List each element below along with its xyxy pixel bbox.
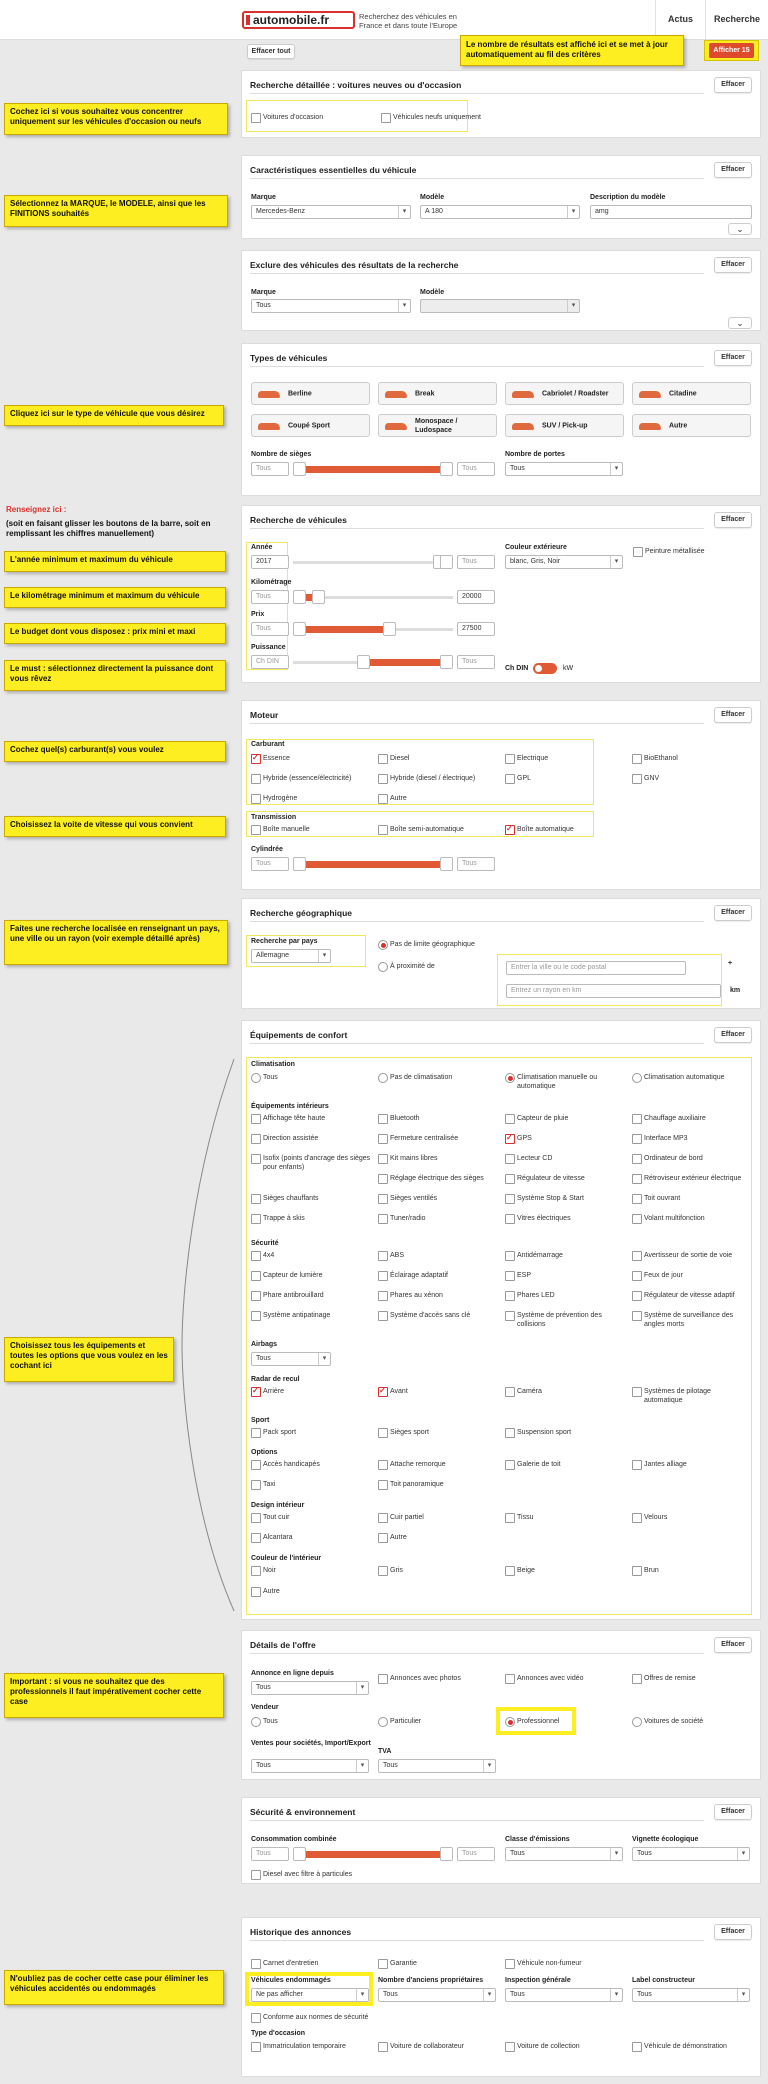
- section-title: Caractéristiques essentielles du véhicule: [250, 165, 417, 175]
- checkbox-essence[interactable]: Essence ✓: [251, 754, 290, 763]
- section-environnement: [241, 1797, 761, 1884]
- type-berline[interactable]: Berline: [251, 382, 370, 405]
- checkbox-int[interactable]: Interface MP3: [632, 1134, 688, 1143]
- km-slider[interactable]: [293, 590, 453, 604]
- sieges-slider[interactable]: [293, 462, 453, 476]
- checkbox-non-fumeur[interactable]: Véhicule non-fumeur: [505, 1959, 582, 1968]
- sieges-label: Nombre de sièges: [251, 451, 312, 458]
- checkbox-design[interactable]: Alcantara: [251, 1533, 293, 1542]
- checkbox-remise[interactable]: Offres de remise: [632, 1674, 696, 1683]
- clear-button[interactable]: Effacer: [714, 350, 752, 366]
- checkbox-int[interactable]: Isofix (points d'ancrage des sièges pour enfants): [251, 1154, 371, 1172]
- section-title: Types de véhicules: [250, 353, 328, 363]
- car-icon: [639, 423, 661, 430]
- checkbox-couleur-int[interactable]: Autre: [251, 1587, 280, 1596]
- checkbox-hybride-essence[interactable]: Hybride (essence/électricité): [251, 774, 351, 783]
- couleur-label: Couleur extérieure: [505, 544, 567, 551]
- carburant-label: Carburant: [251, 741, 285, 748]
- cylindree-slider[interactable]: [293, 857, 453, 871]
- prix-max-input[interactable]: 27500: [457, 622, 495, 636]
- checkbox-int[interactable]: Volant multifonction: [632, 1214, 705, 1223]
- checkbox-type-occasion[interactable]: Voiture de collection: [505, 2042, 580, 2051]
- section-equipements: [241, 1020, 761, 1620]
- label-constructeur-label: Label constructeur: [632, 1977, 696, 1984]
- checkbox-option[interactable]: Toit panoramique: [378, 1480, 444, 1489]
- kw-label: kW: [563, 665, 574, 672]
- checkbox-int[interactable]: Kit mains libres: [378, 1154, 437, 1163]
- checkbox-sec[interactable]: Avertisseur de sortie de voie: [632, 1251, 732, 1260]
- clear-button[interactable]: Effacer: [714, 162, 752, 178]
- inspection-select[interactable]: Tous ▾: [505, 1988, 623, 2002]
- type-suv[interactable]: SUV / Pick-up: [505, 414, 624, 437]
- note-marque: Sélectionnez la MARQUE, le MODELE, ainsi que les FINITIONS souhaités: [4, 195, 228, 227]
- radio-vendeur-tous[interactable]: Tous: [251, 1717, 278, 1726]
- radio-particulier[interactable]: Particulier: [378, 1717, 421, 1726]
- checkbox-option[interactable]: Galerie de toit: [505, 1460, 561, 1469]
- expand-chevron-icon[interactable]: ⌄: [728, 317, 752, 329]
- checkbox-gps[interactable]: GPS ✓: [505, 1134, 532, 1143]
- radio-clim-tous[interactable]: Tous: [251, 1073, 278, 1082]
- radar-label: Radar de recul: [251, 1376, 300, 1383]
- km-unit-label: km: [730, 987, 741, 994]
- annonce-select[interactable]: Tous ▾: [251, 1681, 369, 1695]
- portes-select[interactable]: Tous ▾: [505, 462, 623, 476]
- type-autre[interactable]: Autre: [632, 414, 751, 437]
- checkbox-int[interactable]: Système Stop & Start: [505, 1194, 584, 1203]
- tva-select[interactable]: Tous ▾: [378, 1759, 496, 1773]
- checkbox-sec[interactable]: Régulateur de vitesse adaptif: [632, 1291, 735, 1300]
- checkbox-occasion[interactable]: Voitures d'occasion: [251, 113, 323, 122]
- section-title: Moteur: [250, 710, 279, 720]
- interieur-label: Équipements intérieurs: [251, 1103, 329, 1110]
- checkbox-design[interactable]: Tissu: [505, 1513, 533, 1522]
- note-renseignez-sub: (soit en faisant glisser les boutons de la barre, soit en remplissant les chiffres manuellement): [6, 519, 211, 538]
- checkbox-hybride-diesel[interactable]: Hybride (diesel / électrique): [378, 774, 475, 783]
- couleur-select[interactable]: blanc, Gris, Noir ▾: [505, 555, 623, 569]
- section-offre: [241, 1630, 761, 1780]
- section-title: Exclure des véhicules des résultats de la recherche: [250, 260, 459, 270]
- clear-button[interactable]: Effacer: [714, 77, 752, 93]
- checkbox-option[interactable]: Accès handicapés: [251, 1460, 320, 1469]
- nav-actus[interactable]: Actus: [655, 0, 705, 39]
- type-occasion-label: Type d'occasion: [251, 2030, 306, 2037]
- clear-button[interactable]: Effacer: [714, 512, 752, 528]
- endommages-label: Véhicules endommagés: [251, 1977, 331, 1984]
- vignette-label: Vignette écologique: [632, 1836, 699, 1843]
- checkbox-design[interactable]: Cuir partiel: [378, 1513, 424, 1522]
- exclure-marque-label: Marque: [251, 289, 276, 296]
- section-title: Recherche géographique: [250, 908, 353, 918]
- note-km: Le kilométrage minimum et maximum du véhicule: [4, 587, 226, 608]
- ventes-select[interactable]: Tous ▾: [251, 1759, 369, 1773]
- clear-button[interactable]: Effacer: [714, 1804, 752, 1820]
- highlight-box: [246, 739, 594, 805]
- checkbox-sec[interactable]: Phare antibrouillard: [251, 1291, 324, 1300]
- ville-input[interactable]: Entrer la ville ou le code postal: [506, 961, 686, 975]
- checkbox-sec[interactable]: ABS: [378, 1251, 404, 1260]
- note-annee: L'année minimum et maximum du véhicule: [4, 551, 226, 572]
- checkbox-carnet[interactable]: Carnet d'entretien: [251, 1959, 318, 1968]
- rayon-input[interactable]: Entrez un rayon en km: [506, 984, 721, 998]
- radio-clim-auto[interactable]: Climatisation automatique: [632, 1073, 725, 1082]
- car-icon: [258, 391, 280, 398]
- exclure-modele-label: Modèle: [420, 289, 445, 296]
- radio-proximite[interactable]: À proximité de: [378, 962, 435, 971]
- proprietaires-select[interactable]: Tous ▾: [378, 1988, 496, 2002]
- radio-pas-clim[interactable]: Pas de climatisation: [378, 1073, 452, 1082]
- checkbox-couleur-int[interactable]: Gris: [378, 1566, 403, 1575]
- section-types: [241, 343, 761, 496]
- show-results-button[interactable]: Afficher 15: [709, 43, 754, 58]
- description-label: Description du modèle: [590, 194, 666, 201]
- km-max-input[interactable]: 20000: [457, 590, 495, 604]
- checkbox-boite-manuelle[interactable]: Boîte manuelle: [251, 825, 310, 834]
- km-min-input[interactable]: Tous: [251, 590, 289, 604]
- checkbox-int[interactable]: Sièges ventilés: [378, 1194, 437, 1203]
- sieges-max-input[interactable]: Tous: [457, 462, 495, 476]
- expand-chevron-icon[interactable]: ⌄: [728, 223, 752, 235]
- prix-label: Prix: [251, 611, 265, 618]
- car-icon: [512, 391, 534, 398]
- checkbox-neufs[interactable]: Véhicules neufs uniquement: [381, 113, 481, 122]
- checkbox-option[interactable]: Jantes alliage: [632, 1460, 687, 1469]
- power-unit-toggle[interactable]: [533, 663, 557, 674]
- section-title: Équipements de confort: [250, 1030, 348, 1040]
- checkbox-gpl[interactable]: GPL: [505, 774, 531, 783]
- note-carburant: Cochez quel(s) carburant(s) vous voulez: [4, 741, 226, 762]
- checkbox-int[interactable]: Toit ouvrant: [632, 1194, 680, 1203]
- annonce-label: Annonce en ligne depuis: [251, 1670, 334, 1677]
- tva-label: TVA: [378, 1748, 392, 1755]
- conso-slider[interactable]: [293, 1847, 453, 1861]
- securite-label: Sécurité: [251, 1240, 279, 1247]
- checkbox-boite-auto[interactable]: Boîte automatique ✓: [505, 825, 574, 834]
- marque-select[interactable]: Mercedes-Benz ▾: [251, 205, 411, 219]
- note-puissance: Le must : sélectionnez directement la puissance dont vous rêvez: [4, 660, 226, 691]
- portes-label: Nombre de portes: [505, 451, 565, 458]
- checkbox-int[interactable]: Fermeture centralisée: [378, 1134, 458, 1143]
- note-boite: Choisissez la voite de vitesse qui vous convient: [4, 816, 226, 837]
- note-accident: N'oubliez pas de cocher cette case pour éliminer les véhicules accidentés ou endommagés: [4, 1970, 224, 2005]
- conso-label: Consommation combinée: [251, 1836, 337, 1843]
- section-recherche-vehicules: [241, 505, 761, 683]
- chdin-label: Ch DIN: [505, 665, 529, 672]
- type-cabriolet[interactable]: Cabriolet / Roadster: [505, 382, 624, 405]
- checkbox-option[interactable]: Taxi: [251, 1480, 275, 1489]
- label-constructeur-select[interactable]: Tous ▾: [632, 1988, 750, 2002]
- radio-professionnel[interactable]: Professionnel: [505, 1717, 559, 1726]
- automobile-logo[interactable]: automobile.fr: [242, 11, 355, 29]
- checkbox-design[interactable]: Autre: [378, 1533, 407, 1542]
- note-occasion: Cochez ici si vous souhaitez vous concentrer uniquement sur les véhicules d'occasion ou neufs: [4, 103, 228, 135]
- puissance-min-input[interactable]: Ch DIN: [251, 655, 289, 669]
- checkbox-sec[interactable]: Antidémarrage: [505, 1251, 563, 1260]
- checkbox-int[interactable]: Réglage électrique des sièges: [378, 1174, 484, 1183]
- modele-label: Modèle: [420, 194, 445, 201]
- conso-min-input[interactable]: Tous: [251, 1847, 289, 1861]
- checkbox-int[interactable]: Régulateur de vitesse: [505, 1174, 585, 1183]
- annee-slider[interactable]: [293, 555, 453, 569]
- checkbox-couleur-int[interactable]: Noir: [251, 1566, 276, 1575]
- checkbox-sec[interactable]: Système de prévention des collisions: [505, 1311, 625, 1329]
- checkbox-int[interactable]: Chauffage auxiliaire: [632, 1114, 706, 1123]
- note-geo: Faites une recherche localisée en renseignant un pays, une ville ou un rayon (voir exemple détaillé après): [4, 920, 228, 965]
- section-occasion: [241, 70, 761, 138]
- checkbox-radar-arriere[interactable]: Arrière ✓: [251, 1387, 284, 1396]
- vignette-select[interactable]: Tous ▾: [632, 1847, 750, 1861]
- puissance-label: Puissance: [251, 644, 286, 651]
- checkbox-design[interactable]: Velours: [632, 1513, 667, 1522]
- transmission-label: Transmission: [251, 814, 297, 821]
- checkbox-sec[interactable]: Capteur de lumière: [251, 1271, 323, 1280]
- checkbox-couleur-int[interactable]: Beige: [505, 1566, 535, 1575]
- checkbox-int[interactable]: Sièges chauffants: [251, 1194, 319, 1203]
- note-results: Le nombre de résultats est affiché ici et se met à jour automatiquement au fil des critères: [460, 35, 684, 66]
- checkbox-autre-carburant[interactable]: Autre: [378, 794, 407, 803]
- note-professionnel: Important : si vous ne souhaitez que des professionnels il faut impérativement cocher cette case: [4, 1673, 224, 1718]
- couleur-int-label: Couleur de l'intérieur: [251, 1555, 322, 1562]
- ventes-label: Ventes pour sociétés, Import/Export: [251, 1740, 371, 1747]
- cylindree-min-input[interactable]: Tous: [251, 857, 289, 871]
- modele-select[interactable]: A 180 ▾: [420, 205, 580, 219]
- checkbox-type-occasion[interactable]: Véhicule de démonstration: [632, 2042, 727, 2051]
- puissance-slider[interactable]: [293, 655, 453, 669]
- plus-icon[interactable]: +: [728, 960, 733, 967]
- checkbox-sport[interactable]: Suspension sport: [505, 1428, 571, 1437]
- airbags-label: Airbags: [251, 1341, 278, 1348]
- section-title: Historique des annonces: [250, 1927, 352, 1937]
- inspection-label: Inspection générale: [505, 1977, 571, 1984]
- checkbox-int[interactable]: Affichage tête haute: [251, 1114, 325, 1123]
- checkbox-gnv[interactable]: GNV: [632, 774, 659, 783]
- clim-label: Climatisation: [251, 1061, 295, 1068]
- checkbox-sec[interactable]: Éclairage adaptatif: [378, 1271, 448, 1280]
- clear-button[interactable]: Effacer: [714, 1637, 752, 1653]
- pays-select[interactable]: Allemagne ▾: [251, 949, 331, 963]
- endommages-select[interactable]: Ne pas afficher ▾: [251, 1988, 369, 2002]
- annee-max-input[interactable]: Tous: [457, 555, 495, 569]
- checkbox-electrique[interactable]: Electrique: [505, 754, 548, 763]
- checkbox-sec[interactable]: Feux de jour: [632, 1271, 683, 1280]
- marque-label: Marque: [251, 194, 276, 201]
- type-monospace[interactable]: Monospace / Ludospace: [378, 414, 497, 437]
- type-break[interactable]: Break: [378, 382, 497, 405]
- checkbox-int[interactable]: Ordinateur de bord: [632, 1154, 703, 1163]
- annee-min-input[interactable]: 2017: [251, 555, 289, 569]
- clear-button[interactable]: Effacer: [714, 1924, 752, 1940]
- km-label: Kilométrage: [251, 579, 292, 586]
- checkbox-int[interactable]: Trappe à skis: [251, 1214, 305, 1223]
- nav-recherche[interactable]: Recherche: [705, 0, 768, 39]
- cylindree-max-input[interactable]: Tous: [457, 857, 495, 871]
- note-type: Cliquez ici sur le type de véhicule que vous désirez: [4, 405, 224, 426]
- checkbox-int[interactable]: Tuner/radio: [378, 1214, 426, 1223]
- proprietaires-label: Nombre d'anciens propriétaires: [378, 1977, 484, 1984]
- checkbox-diesel[interactable]: Diesel: [378, 754, 409, 763]
- checkbox-video[interactable]: Annonces avec vidéo: [505, 1674, 584, 1683]
- exclure-modele-select[interactable]: [420, 299, 580, 313]
- vendeur-label: Vendeur: [251, 1704, 279, 1711]
- classe-select[interactable]: Tous ▾: [505, 1847, 623, 1861]
- car-icon: [385, 391, 407, 398]
- section-title: Sécurité & environnement: [250, 1807, 356, 1817]
- checkbox-diesel-filtre[interactable]: Diesel avec filtre à particules: [251, 1870, 352, 1879]
- checkbox-sec[interactable]: Système d'accès sans clé: [378, 1311, 470, 1320]
- checkbox-bioethanol[interactable]: BioEthanol: [632, 754, 678, 763]
- clear-button[interactable]: Effacer: [714, 707, 752, 723]
- section-historique: [241, 1917, 761, 2077]
- options-label: Options: [251, 1449, 278, 1456]
- classe-label: Classe d'émissions: [505, 1836, 570, 1843]
- checkbox-int[interactable]: Rétroviseur extérieur électrique: [632, 1174, 741, 1183]
- section-exclure: [241, 250, 761, 331]
- prix-slider[interactable]: [293, 622, 453, 636]
- site-header: [0, 0, 768, 40]
- exclure-marque-select[interactable]: Tous ▾: [251, 299, 411, 313]
- radio-no-limit[interactable]: Pas de limite géographique: [378, 940, 475, 949]
- section-title: Recherche détaillée : voitures neuves ou d'occasion: [250, 80, 462, 90]
- clear-button[interactable]: Effacer: [714, 1027, 752, 1043]
- clear-button[interactable]: Effacer: [714, 905, 752, 921]
- checkbox-hydrogene[interactable]: Hydrogène: [251, 794, 297, 803]
- note-budget: Le budget dont vous disposez : prix mini et maxi: [4, 623, 226, 644]
- conso-max-input[interactable]: Tous: [457, 1847, 495, 1861]
- checkbox-boite-semi[interactable]: Boîte semi-automatique: [378, 825, 464, 834]
- section-geo: [241, 898, 761, 1009]
- checkbox-sec[interactable]: Système antipatinage: [251, 1311, 330, 1320]
- clear-all-button[interactable]: Effacer tout: [247, 44, 295, 59]
- checkbox-type-occasion[interactable]: Voiture de collaborateur: [378, 2042, 464, 2051]
- car-icon: [385, 423, 407, 430]
- checkbox-type-occasion[interactable]: Immatriculation temporaire: [251, 2042, 346, 2051]
- puissance-max-input[interactable]: Tous: [457, 655, 495, 669]
- section-title: Détails de l'offre: [250, 1640, 316, 1650]
- radio-clim-manuelle[interactable]: Climatisation manuelle ou automatique: [505, 1073, 620, 1091]
- checkbox-camera[interactable]: Caméra: [505, 1387, 542, 1396]
- checkbox-sec[interactable]: 4x4: [251, 1251, 274, 1260]
- checkbox-garantie[interactable]: Garantie: [378, 1959, 417, 1968]
- checkbox-int[interactable]: Bluetooth: [378, 1114, 420, 1123]
- airbags-select[interactable]: Tous ▾: [251, 1352, 331, 1366]
- annee-label: Année: [251, 544, 273, 551]
- note-renseignez: Renseignez ici :: [6, 505, 67, 514]
- design-label: Design intérieur: [251, 1502, 305, 1509]
- checkbox-sec[interactable]: Système de surveillance des angles morts: [632, 1311, 752, 1329]
- sport-label: Sport: [251, 1417, 270, 1424]
- checkbox-sport[interactable]: Sièges sport: [378, 1428, 429, 1437]
- checkbox-couleur-int[interactable]: Brun: [632, 1566, 659, 1575]
- car-icon: [258, 423, 280, 430]
- checkbox-int[interactable]: Capteur de pluie: [505, 1114, 568, 1123]
- sieges-min-input[interactable]: Tous: [251, 462, 289, 476]
- description-input[interactable]: amg: [590, 205, 752, 219]
- car-icon: [639, 391, 661, 398]
- checkbox-option[interactable]: Attache remorque: [378, 1460, 446, 1469]
- checkbox-metallisee[interactable]: Peinture métallisée: [633, 547, 705, 556]
- bracket-curve: [172, 1055, 244, 1615]
- checkbox-sec[interactable]: ESP: [505, 1271, 531, 1280]
- car-icon: [512, 423, 534, 430]
- cylindree-label: Cylindrée: [251, 846, 283, 853]
- section-caracteristiques: [241, 155, 761, 239]
- checkbox-conforme[interactable]: Conforme aux normes de sécurité: [251, 2013, 368, 2022]
- type-coupe[interactable]: Coupé Sport: [251, 414, 370, 437]
- checkbox-sec[interactable]: Phares au xénon: [378, 1291, 443, 1300]
- checkbox-int[interactable]: Direction assistée: [251, 1134, 318, 1143]
- section-title: Recherche de véhicules: [250, 515, 347, 525]
- checkbox-int[interactable]: Vitres électriques: [505, 1214, 571, 1223]
- tagline: Recherchez des véhicules en France et dans toute l'Europe: [359, 12, 458, 30]
- type-citadine[interactable]: Citadine: [632, 382, 751, 405]
- checkbox-radar-avant[interactable]: Avant ✓: [378, 1387, 408, 1396]
- clear-button[interactable]: Effacer: [714, 257, 752, 273]
- section-moteur: [241, 700, 761, 890]
- radio-societe[interactable]: Voitures de société: [632, 1717, 703, 1726]
- checkbox-photos[interactable]: Annonces avec photos: [378, 1674, 461, 1683]
- checkbox-pilotage[interactable]: Systèmes de pilotage automatique: [632, 1387, 742, 1405]
- note-equipements: Choisissez tous les équipements et toutes les options que vous voulez en les cochant ici: [4, 1337, 174, 1382]
- checkbox-design[interactable]: Tout cuir: [251, 1513, 289, 1522]
- checkbox-sec[interactable]: Phares LED: [505, 1291, 555, 1300]
- checkbox-sport[interactable]: Pack sport: [251, 1428, 296, 1437]
- prix-min-input[interactable]: Tous: [251, 622, 289, 636]
- pays-label: Recherche par pays: [251, 938, 318, 945]
- checkbox-int[interactable]: Lecteur CD: [505, 1154, 552, 1163]
